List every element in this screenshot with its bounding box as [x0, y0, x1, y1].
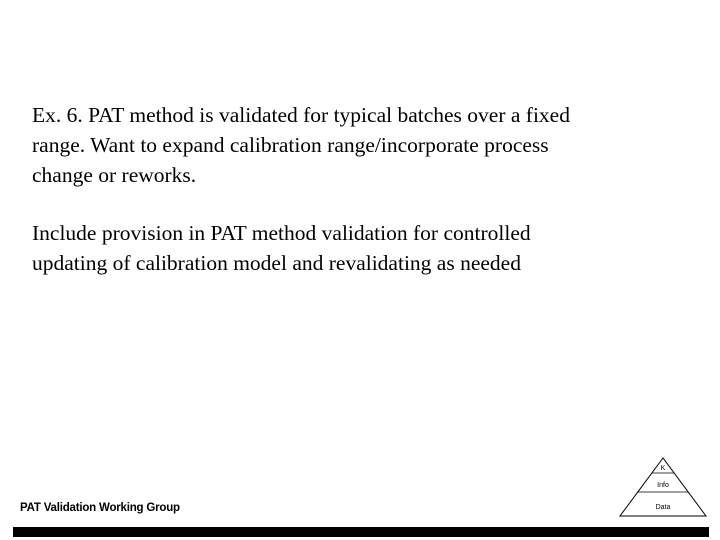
knowledge-pyramid-icon: [618, 456, 708, 520]
slide-body: [32, 100, 692, 278]
footer-group-name: PAT Validation Working Group: [20, 502, 180, 514]
paragraph-provision: Include provision in PAT method validation for controlled updating of calibration model and revalidating as needed: [32, 221, 531, 275]
pyramid-top-label: K: [660, 465, 666, 472]
paragraph-example: Ex. 6. PAT method is validated for typical batches over a fixed range. Want to expand calibration range/incorporate process change or reworks.: [32, 103, 570, 187]
pyramid-bottom-label: Data: [655, 504, 671, 511]
bottom-rule: [13, 527, 709, 537]
pyramid-middle-label: Info: [657, 482, 669, 489]
